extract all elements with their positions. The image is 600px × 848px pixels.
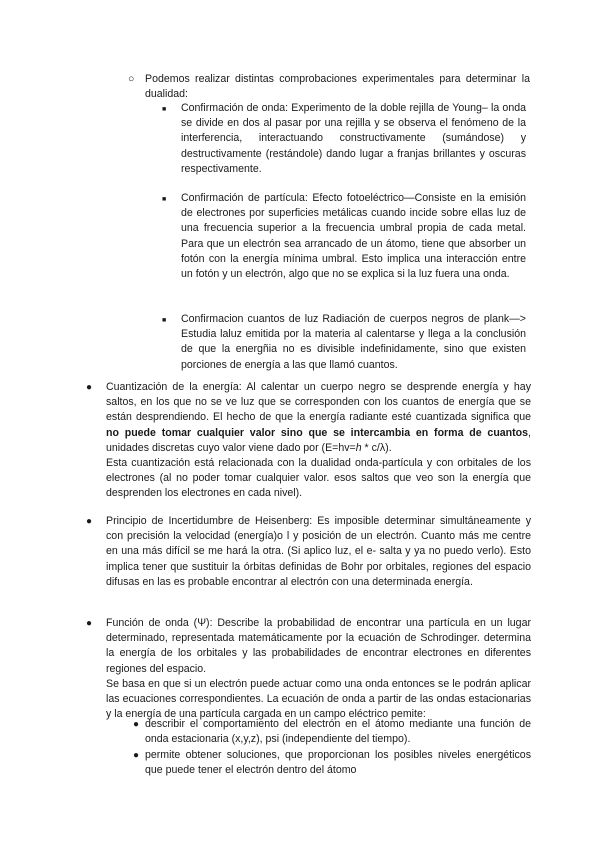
light-quanta-item: Confirmacion cuantos de luz Radiación de cuerpos negros de plank—> Estudia laluz emitida por la materia al calentarse y llega a la conclusión de que la energñia no es divisible indefinidamente, sino que existen porciones de energía a las que llamó cuantos. bbox=[181, 313, 526, 371]
bullet-dot: ● bbox=[133, 750, 140, 761]
wave-confirmation-item: Confirmación de onda: Experimento de la doble rejilla de Young– la onda se divide en dos al pasar por una rejilla y se observa el fenómeno de la interferencia, interactuando constructivamente (sumándose) y destructivamente (restándole) dando lugar a franjas brillantes y oscuras respectivamente. bbox=[181, 102, 526, 175]
hollow-circle-bullet: ○ bbox=[128, 73, 135, 85]
formula-fraction: c/λ bbox=[371, 441, 386, 454]
bullet-dot: ● bbox=[86, 618, 93, 629]
particle-confirmation-item: Confirmación de partícula: Efecto fotoeléctrico—Consiste en la emisión de electrones por superficies metálicas cuando incide sobre ellas luz de una frecuencia superior a la frecuencia umbral propia de cada metal. Para que un electrón sea arrancado de un átomo, tiene que absorber un fotón con la energía mínima umbral. Esto implica una interacción entre un fotón y un electrón, algo que no se explica si la luz fuera una onda. bbox=[181, 192, 526, 281]
quantization-paragraph: Cuantización de la energía: Al calentar un cuerpo negro se desprende energía y hay saltos, en los que no se ve luz que se corresponden con los cuantos de energía que se están desprendiendo. El hecho de que la energía radiante esté cuantizada significa que no puede tomar cualquier valor sino que se intercambia en forma de cuantos, unidades discretas cuyo valor viene dado por (E=hv=h * c/λ). bbox=[106, 381, 531, 454]
quantization-paragraph-2: Esta cuantización está relacionada con la dualidad onda-partícula y con orbitales de los electrones (al no poder tomar cualquier valor. esos saltos que veo son la energía que desprenden los electrones en cada nivel). bbox=[106, 457, 531, 500]
wave-function-section: Función de onda (Ψ): Describe la probabilidad de encontrar una partícula en un lugar determinado, representada matemáticamente por la ecuación de Schrodinger. determina la energía de los orbitales y las probabilidades de encontrar electrones en diferentes regiones del espacio. Se basa en que si un electrón puede actuar como una onda entonces se le podrán aplicar las ecuaciones correspondientes. La ecuación de onda a partir de las ondas estacionarias y la energía de una partícula cargada en un campo eléctrico pemite: bbox=[106, 617, 531, 721]
wave-function-item-2: permite obtener soluciones, que proporcionan los posibles niveles energéticos que puede tener el electrón dentro del átomo bbox=[145, 749, 531, 777]
intro-paragraph: Podemos realizar distintas comprobaciones experimentales para determinar la dualidad: bbox=[145, 73, 530, 101]
square-bullet: ■ bbox=[162, 106, 167, 113]
bullet-dot: ● bbox=[133, 719, 140, 730]
bullet-dot: ● bbox=[86, 516, 93, 527]
heisenberg-section: Principio de Incertidumbre de Heisenberg: Es imposible determinar simultáneamente y con precisión la velocidad (energía)o l y posición de un electrón. Cuanto más me centre en una más difícil se me hará la otra. (Si aplico luz, el e- salta y ya no puedo verlo). Esto implica tener que sustituir la órbitas definidas de Bohr por orbitales, regiones del espacio difusas en las es probable encontrar al electrón con una determinada energía. bbox=[106, 515, 531, 588]
square-bullet: ■ bbox=[162, 317, 167, 324]
energy-quantization-section bbox=[106, 380, 531, 502]
bullet-dot: ● bbox=[86, 382, 93, 393]
square-bullet: ■ bbox=[162, 196, 167, 203]
quantization-bold-statement: no puede tomar cualquier valor sino que se intercambia en forma de cuantos bbox=[106, 426, 529, 439]
wave-function-item-1: describir el comportamiento del electrón en el átomo mediante una función de onda estacionaria (x,y,z), psi (independiente del tiempo). bbox=[145, 718, 531, 746]
